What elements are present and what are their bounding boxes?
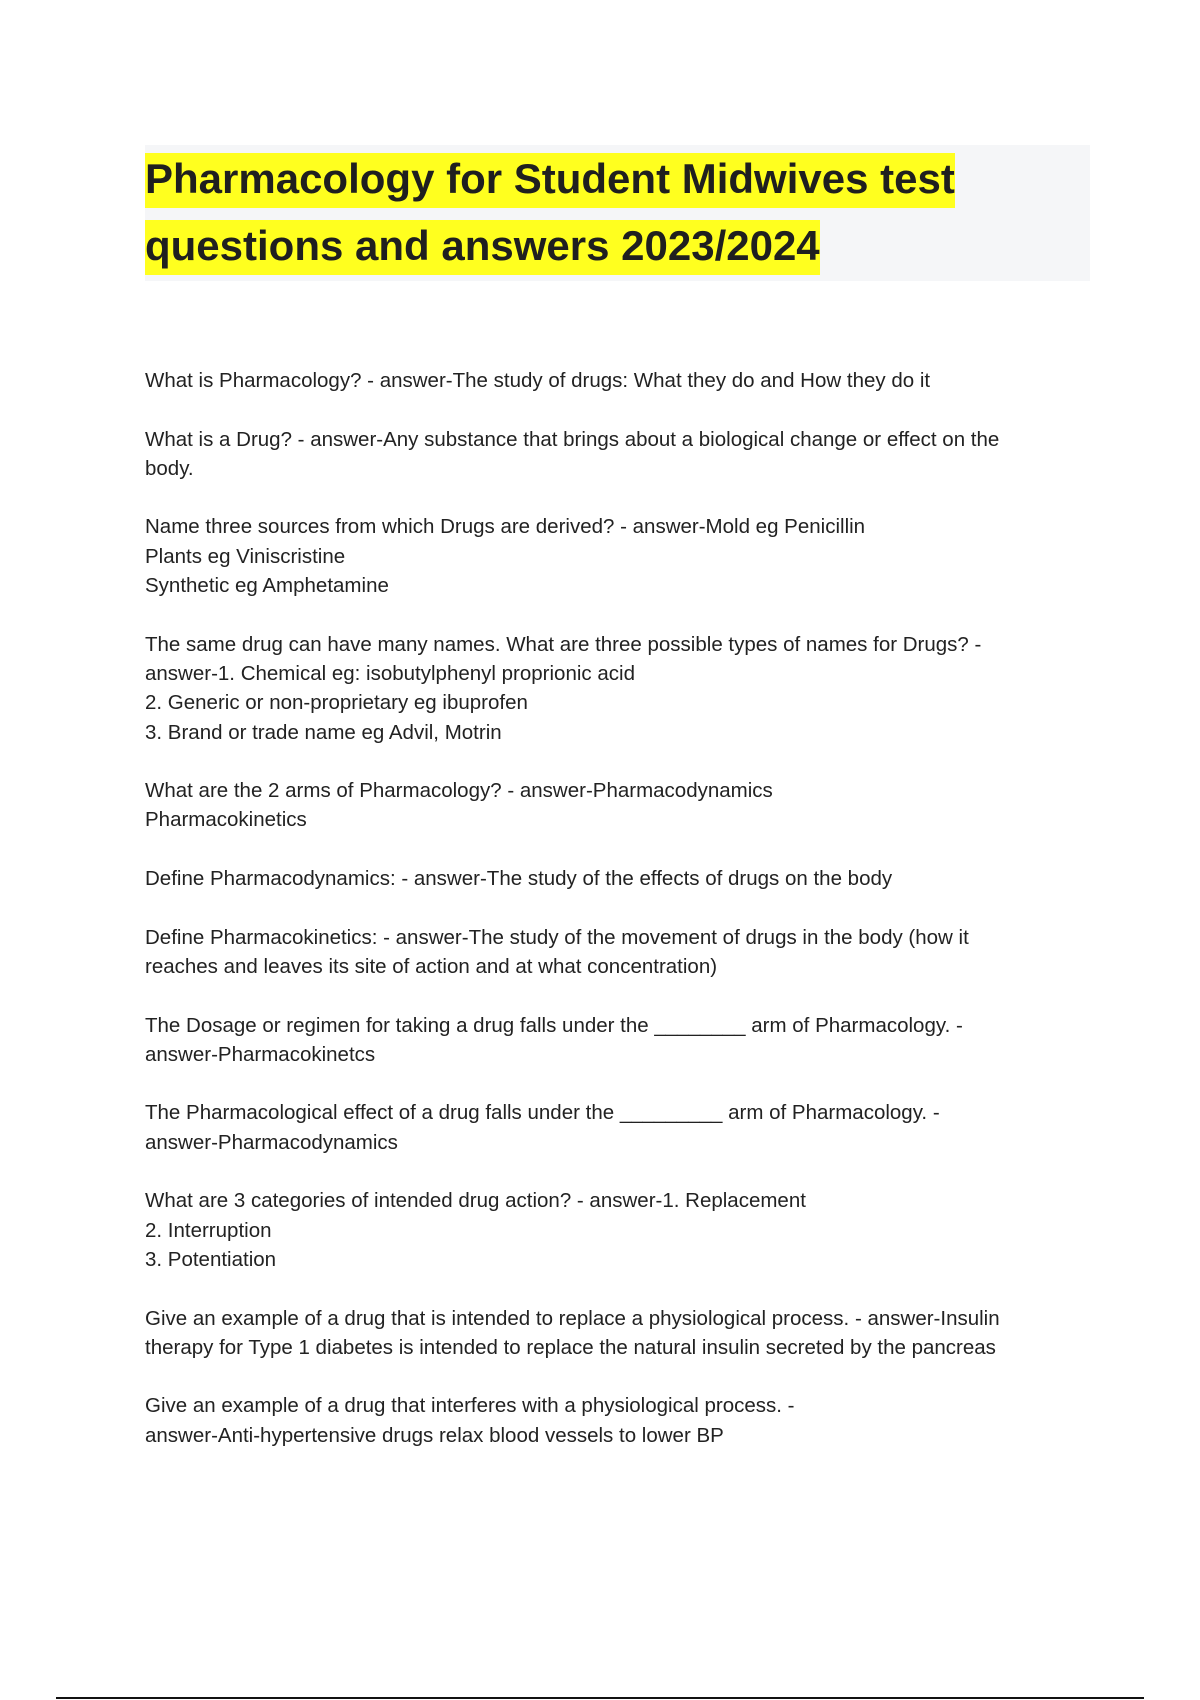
qa-line: Pharmacokinetics <box>145 808 307 832</box>
qa-line: answer-Pharmacodynamics <box>145 1130 398 1154</box>
qa-item <box>145 425 1090 484</box>
title-line-1: Pharmacology for Student Midwives test <box>145 153 955 208</box>
qa-item <box>145 776 1090 835</box>
qa-item <box>145 366 1090 395</box>
qa-line: reaches and leaves its site of action and at what concentration) <box>145 954 718 978</box>
qa-line: answer-Anti-hypertensive drugs relax blood vessels to lower BP <box>145 1423 724 1447</box>
qa-line: Give an example of a drug that is intended to replace a physiological process. - answer-Insulin <box>145 1306 1000 1330</box>
qa-item <box>145 1304 1090 1363</box>
qa-item <box>145 1186 1090 1274</box>
qa-line: What is a Drug? - answer-Any substance that brings about a biological change or effect on the <box>145 427 1000 451</box>
qa-line: body. <box>145 456 194 480</box>
qa-list <box>145 366 1090 1479</box>
footer-divider <box>56 1697 1144 1699</box>
qa-line: Give an example of a drug that interferes with a physiological process. - <box>145 1394 795 1418</box>
qa-line: Define Pharmacokinetics: - answer-The study of the movement of drugs in the body (how it <box>145 925 969 949</box>
qa-item <box>145 1391 1090 1450</box>
qa-line: The same drug can have many names. What are three possible types of names for Drugs? - <box>145 632 982 656</box>
qa-line: What are 3 categories of intended drug action? - answer-1. Replacement <box>145 1189 806 1213</box>
qa-item <box>145 864 1090 893</box>
qa-item <box>145 1011 1090 1070</box>
qa-line: answer-1. Chemical eg: isobutylphenyl proprionic acid <box>145 661 635 685</box>
qa-line: What is Pharmacology? - answer-The study of drugs: What they do and How they do it <box>145 369 931 392</box>
qa-line: 2. Generic or non-proprietary eg ibuprofen <box>145 691 528 715</box>
qa-line: 3. Potentiation <box>145 1247 277 1271</box>
qa-item <box>145 1098 1090 1157</box>
qa-line: Define Pharmacodynamics: - answer-The study of the effects of drugs on the body <box>145 867 893 891</box>
qa-line: Name three sources from which Drugs are derived? - answer-Mold eg Penicillin <box>145 515 866 539</box>
qa-line: Plants eg Viniscristine <box>145 544 346 568</box>
qa-line: 3. Brand or trade name eg Advil, Motrin <box>145 720 502 744</box>
title-block <box>145 145 1090 281</box>
qa-line: answer-Pharmacokinetcs <box>145 1042 376 1066</box>
title-line-2: questions and answers 2023/2024 <box>145 220 820 275</box>
qa-item <box>145 630 1090 747</box>
qa-item <box>145 923 1090 982</box>
qa-line: The Pharmacological effect of a drug falls under the _________ arm of Pharmacology. - <box>145 1101 940 1125</box>
qa-line: Synthetic eg Amphetamine <box>145 574 389 598</box>
qa-item <box>145 512 1090 600</box>
qa-line: What are the 2 arms of Pharmacology? - answer-Pharmacodynamics <box>145 779 773 803</box>
qa-line: therapy for Type 1 diabetes is intended to replace the natural insulin secreted by the pancreas <box>145 1335 996 1359</box>
qa-line: 2. Interruption <box>145 1218 272 1242</box>
qa-line: The Dosage or regimen for taking a drug falls under the ________ arm of Pharmacology. - <box>145 1013 963 1037</box>
document-title <box>145 145 1090 279</box>
